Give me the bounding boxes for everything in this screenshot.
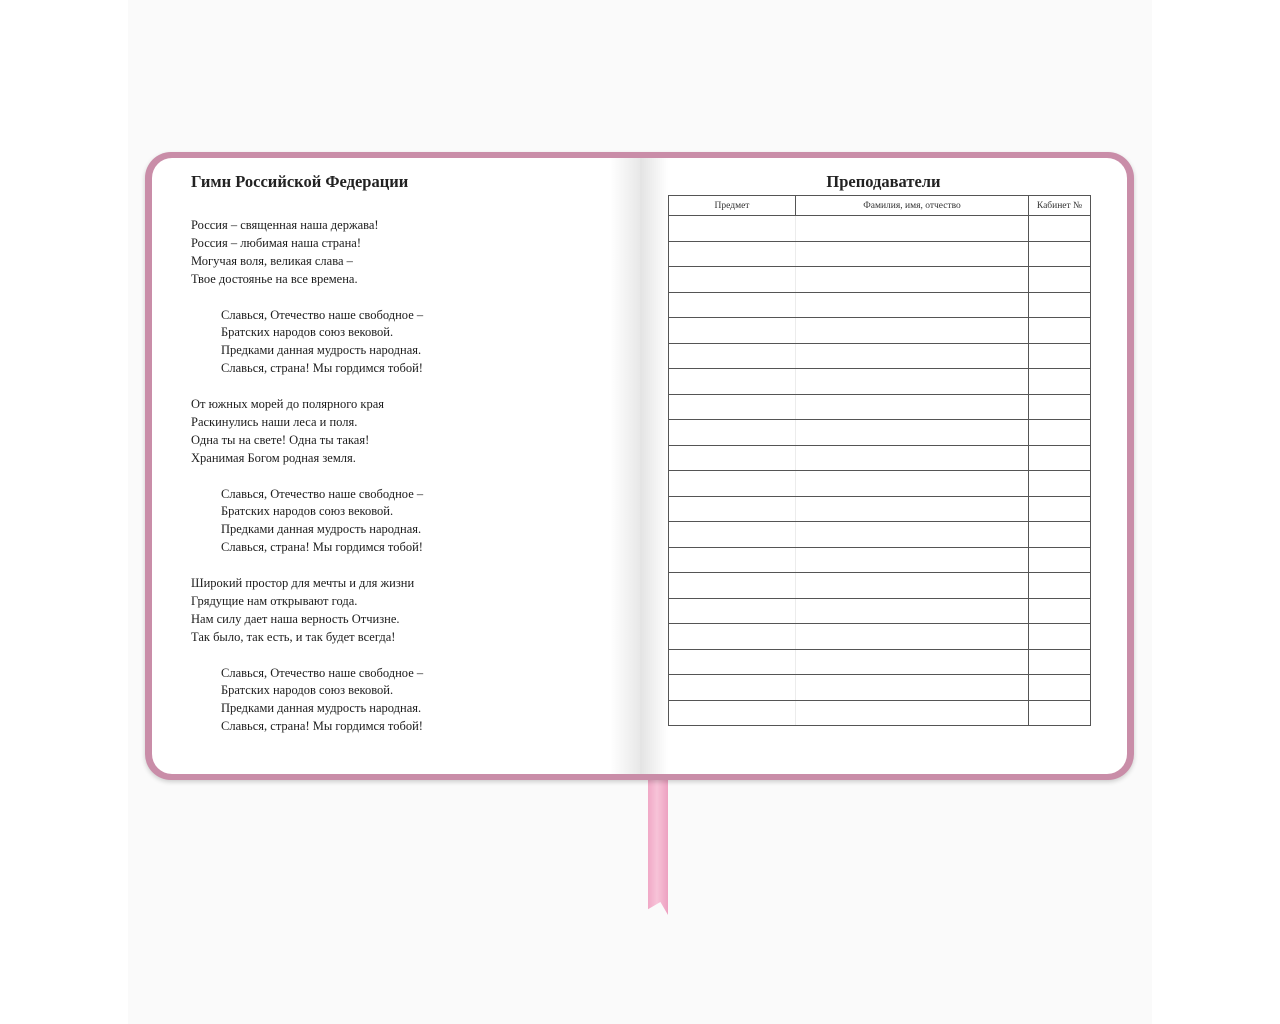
poem-line: Хранимая Богом родная земля. bbox=[191, 450, 356, 465]
table-cell bbox=[796, 369, 1029, 395]
table-cell bbox=[1029, 522, 1091, 548]
table-cell bbox=[796, 292, 1029, 318]
table-cell bbox=[1029, 496, 1091, 522]
table-cell bbox=[669, 496, 796, 522]
table-cell bbox=[1029, 420, 1091, 446]
table-cell bbox=[669, 292, 796, 318]
poem-line: Братских народов союз вековой. bbox=[221, 325, 394, 340]
column-header-subject: Предмет bbox=[669, 196, 796, 216]
table-cell bbox=[796, 573, 1029, 599]
table-row bbox=[669, 420, 1091, 446]
table-cell bbox=[1029, 394, 1091, 420]
verse-stanza bbox=[191, 575, 611, 647]
table-cell bbox=[796, 700, 1029, 726]
table-cell bbox=[669, 522, 796, 548]
table-row bbox=[669, 675, 1091, 701]
table-cell bbox=[669, 369, 796, 395]
chorus-stanza bbox=[191, 486, 611, 558]
table-row bbox=[669, 445, 1091, 471]
table-cell bbox=[669, 216, 796, 242]
poem-line: Предками данная мудрость народная. bbox=[221, 343, 422, 358]
table-row bbox=[669, 241, 1091, 267]
table-cell bbox=[669, 573, 796, 599]
table-cell bbox=[796, 547, 1029, 573]
table-cell bbox=[796, 420, 1029, 446]
table-cell bbox=[1029, 675, 1091, 701]
table-cell bbox=[669, 318, 796, 344]
poem-line: Предками данная мудрость народная. bbox=[221, 701, 422, 716]
table-cell bbox=[669, 241, 796, 267]
poem-line: Славься, страна! Мы гордимся тобой! bbox=[221, 361, 423, 376]
table-cell bbox=[669, 445, 796, 471]
table-cell bbox=[796, 445, 1029, 471]
table-cell bbox=[1029, 573, 1091, 599]
table-cell bbox=[1029, 624, 1091, 650]
table-cell bbox=[669, 547, 796, 573]
left-page bbox=[152, 158, 640, 774]
poem-line: Россия – священная наша держава! bbox=[191, 218, 379, 232]
table-cell bbox=[1029, 318, 1091, 344]
anthem-text bbox=[191, 217, 611, 754]
table-row bbox=[669, 394, 1091, 420]
table-row bbox=[669, 292, 1091, 318]
table-cell bbox=[669, 394, 796, 420]
chorus-stanza bbox=[191, 307, 611, 379]
poem-line: Твое достоянье на все времена. bbox=[191, 271, 358, 286]
table-cell bbox=[1029, 445, 1091, 471]
poem-line: Широкий простор для мечты и для жизни bbox=[191, 576, 415, 591]
table-cell bbox=[1029, 547, 1091, 573]
table-row bbox=[669, 216, 1091, 242]
column-header-full-name: Фамилия, имя, отчество bbox=[796, 196, 1029, 216]
table-row bbox=[669, 649, 1091, 675]
table-row bbox=[669, 343, 1091, 369]
teachers-table bbox=[668, 195, 1091, 726]
table-cell bbox=[669, 471, 796, 497]
table-cell bbox=[796, 649, 1029, 675]
table-cell bbox=[669, 675, 796, 701]
anthem-title: Гимн Российской Федерации bbox=[191, 172, 409, 191]
table-cell bbox=[1029, 598, 1091, 624]
column-header-room: Кабинет № bbox=[1029, 196, 1091, 216]
table-cell bbox=[669, 420, 796, 446]
verse-stanza bbox=[191, 396, 611, 468]
table-row bbox=[669, 318, 1091, 344]
table-cell bbox=[796, 471, 1029, 497]
verse-stanza bbox=[191, 217, 611, 289]
table-row bbox=[669, 624, 1091, 650]
poem-line: Раскинулись наши леса и поля. bbox=[191, 414, 358, 429]
table-cell bbox=[796, 598, 1029, 624]
right-page bbox=[640, 158, 1127, 774]
poem-line: Братских народов союз вековой. bbox=[221, 504, 394, 519]
table-cell bbox=[1029, 267, 1091, 293]
table-cell bbox=[1029, 471, 1091, 497]
table-cell bbox=[796, 522, 1029, 548]
poem-line: Славься, Отечество наше свободное – bbox=[221, 486, 424, 501]
table-cell bbox=[796, 394, 1029, 420]
table-cell bbox=[796, 216, 1029, 242]
table-cell bbox=[1029, 216, 1091, 242]
table-row bbox=[669, 267, 1091, 293]
table-cell bbox=[1029, 292, 1091, 318]
chorus-stanza bbox=[191, 665, 611, 737]
table-row bbox=[669, 598, 1091, 624]
table-cell bbox=[1029, 241, 1091, 267]
table-cell bbox=[669, 267, 796, 293]
poem-line: Могучая воля, великая слава – bbox=[191, 253, 353, 268]
poem-line: Славься, страна! Мы гордимся тобой! bbox=[221, 540, 423, 555]
poem-line: Одна ты на свете! Одна ты такая! bbox=[191, 432, 370, 447]
table-cell bbox=[1029, 649, 1091, 675]
table-cell bbox=[669, 624, 796, 650]
poem-line: Так было, так есть, и так будет всегда! bbox=[191, 629, 396, 644]
table-cell bbox=[669, 343, 796, 369]
poem-line: Предками данная мудрость народная. bbox=[221, 522, 422, 537]
table-cell bbox=[669, 649, 796, 675]
bookmark-ribbon bbox=[648, 770, 668, 915]
poem-line: Россия – любимая наша страна! bbox=[191, 235, 362, 250]
poem-line: От южных морей до полярного края bbox=[191, 397, 385, 412]
poem-line: Славься, Отечество наше свободное – bbox=[221, 665, 424, 680]
table-cell bbox=[1029, 369, 1091, 395]
poem-line: Славься, страна! Мы гордимся тобой! bbox=[221, 719, 423, 734]
table-cell bbox=[796, 318, 1029, 344]
table-cell bbox=[796, 624, 1029, 650]
poem-line: Нам силу дает наша верность Отчизне. bbox=[191, 611, 400, 626]
table-row bbox=[669, 700, 1091, 726]
table-cell bbox=[1029, 700, 1091, 726]
table-cell bbox=[1029, 343, 1091, 369]
table-row bbox=[669, 522, 1091, 548]
table-row bbox=[669, 573, 1091, 599]
poem-line: Братских народов союз вековой. bbox=[221, 683, 394, 698]
table-row bbox=[669, 547, 1091, 573]
poem-line: Славься, Отечество наше свободное – bbox=[221, 307, 424, 322]
table-row bbox=[669, 471, 1091, 497]
table-cell bbox=[796, 267, 1029, 293]
poem-line: Грядущие нам открывают года. bbox=[191, 593, 358, 608]
table-cell bbox=[796, 496, 1029, 522]
table-row bbox=[669, 496, 1091, 522]
table-cell bbox=[669, 700, 796, 726]
teachers-title: Преподаватели bbox=[826, 172, 941, 191]
table-cell bbox=[669, 598, 796, 624]
table-cell bbox=[796, 241, 1029, 267]
table-cell bbox=[796, 675, 1029, 701]
table-header-row bbox=[669, 196, 1091, 216]
table-cell bbox=[796, 343, 1029, 369]
table-row bbox=[669, 369, 1091, 395]
